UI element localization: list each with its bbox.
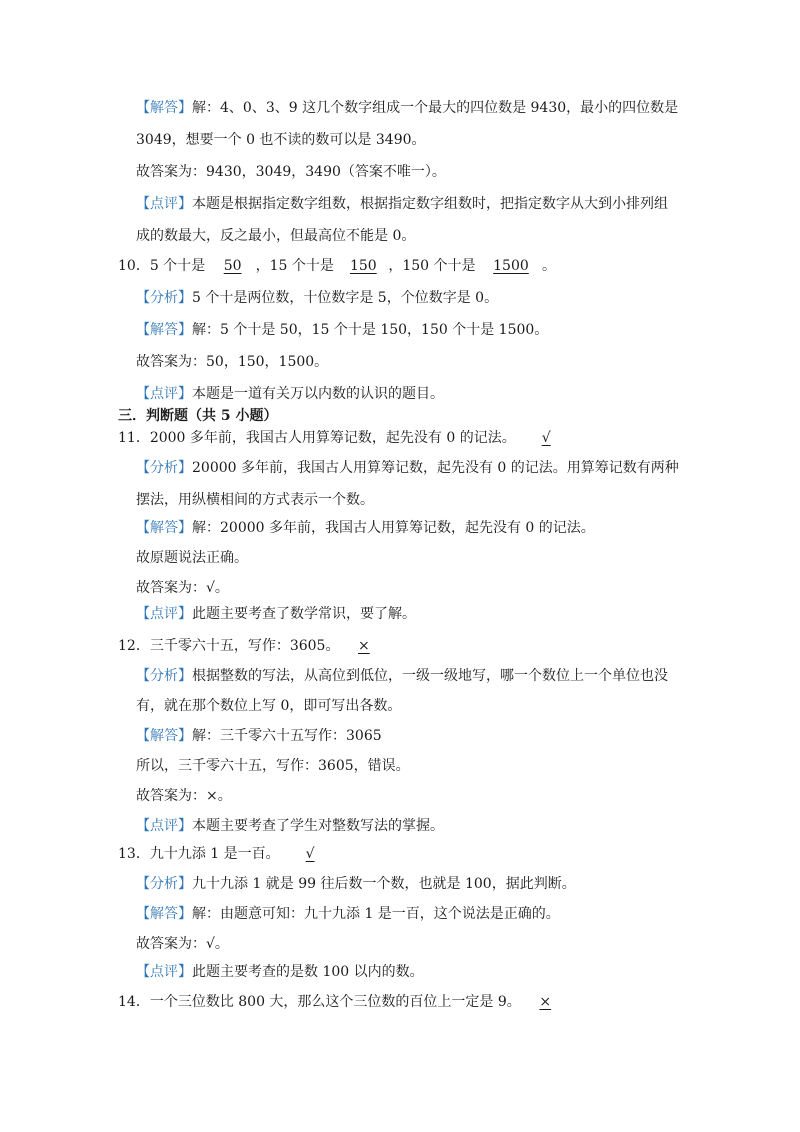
q11-comment — [136, 604, 416, 624]
q12-analysis-line1 — [136, 666, 668, 686]
q13-analysis — [136, 874, 576, 894]
q12-analysis-line2: 有，就在那个数位上写 0，即可写出各数。 — [136, 698, 402, 714]
q14-mark: × — [539, 994, 552, 1010]
q12-analysis-text: 根据整数的写法，从高位到低位，一级一级地写，哪一个数位上一个单位也没 — [192, 668, 668, 684]
q11-analysis-line1 — [136, 458, 679, 478]
answer-tag: 【解答】 — [136, 728, 192, 744]
q10-blank1: 50 — [223, 258, 242, 274]
q12-mark: × — [358, 638, 370, 654]
q11-answer-text: 解：20000 多年前，我国古人用算筹记数，起先没有 0 的记法。 — [192, 520, 595, 536]
q12-stem-text: 12．三千零六十五，写作：3605。 — [118, 638, 340, 654]
q12-comment-text: 本题主要考查了学生对整数写法的掌握。 — [192, 818, 444, 834]
answer-tag: 【解答】 — [136, 906, 192, 922]
q13-comment-text: 此题主要考查的是数 100 以内的数。 — [192, 964, 424, 980]
q10-part3: ，150 个十是 — [388, 258, 476, 274]
q13-answer-text: 解：由题意可知：九十九添 1 是一百，这个说法是正确的。 — [192, 906, 560, 922]
q10-stem — [118, 256, 556, 276]
q11-mark: √ — [541, 430, 551, 446]
analysis-tag: 【分析】 — [136, 290, 192, 306]
q10-comment-text: 本题是一道有关万以内数的认识的题目。 — [192, 386, 444, 402]
q9-comment-text: 本题是根据指定数字组数，根据指定数字组数时，把指定数字从大到小排列组 — [192, 196, 668, 212]
analysis-tag: 【分析】 — [136, 460, 192, 476]
q11-answer — [136, 518, 595, 538]
q10-analysis — [136, 288, 498, 308]
q10-answer-text: 解：5 个十是 50，15 个十是 150，150 个十是 1500。 — [192, 322, 549, 338]
answer-tag: 【解答】 — [136, 520, 192, 536]
q11-comment-text: 此题主要考查了数学常识，要了解。 — [192, 606, 416, 622]
q13-answer — [136, 904, 560, 924]
q10-blank3: 1500 — [493, 258, 529, 274]
q13-analysis-text: 九十九添 1 就是 99 往后数一个数，也就是 100，据此判断。 — [192, 876, 576, 892]
analysis-tag: 【分析】 — [136, 668, 192, 684]
q11-stem-text: 11．2000 多年前，我国古人用算筹记数，起先没有 0 的记法。 — [118, 430, 516, 446]
q9-result: 故答案为：9430，3049，3490（答案不唯一）。 — [136, 164, 446, 180]
q10-result: 故答案为：50，150，1500。 — [136, 354, 329, 370]
q13-stem — [118, 844, 330, 864]
section-heading: 三．判断题（共 5 小题） — [118, 408, 278, 424]
q11-stem — [118, 428, 566, 448]
q10-blank2: 150 — [349, 258, 377, 274]
q10-answer — [136, 320, 548, 340]
comment-tag: 【点评】 — [136, 196, 192, 212]
q11-analysis-text: 20000 多年前，我国古人用算筹记数，起先没有 0 的记法。用算筹记数有两种 — [192, 460, 679, 476]
q13-stem-text: 13．九十九添 1 是一百。 — [118, 846, 280, 862]
q11-conclusion: 故原题说法正确。 — [136, 550, 248, 566]
q12-comment — [136, 816, 444, 836]
q14-stem — [118, 992, 559, 1012]
q11-analysis-line2: 摆法，用纵横相间的方式表示一个数。 — [136, 492, 374, 508]
q9-answer-line1 — [136, 98, 678, 118]
q12-answer-text: 解：三千零六十五写作：3065 — [192, 728, 382, 744]
answer-tag: 【解答】 — [136, 322, 192, 338]
q13-comment — [136, 962, 424, 982]
analysis-tag: 【分析】 — [136, 876, 192, 892]
q11-result: 故答案为：√。 — [136, 580, 229, 596]
q9-answer-text: 解：4、0、3、9 这几个数字组成一个最大的四位数是 9430，最小的四位数是 — [192, 100, 679, 116]
q14-stem-text: 14．一个三位数比 800 大，那么这个三位数的百位上一定是 9。 — [118, 994, 521, 1010]
q13-result: 故答案为：√。 — [136, 936, 229, 952]
q10-comment — [136, 384, 444, 404]
q9-answer-line2: 3049，想要一个 0 也不读的数可以是 3490。 — [136, 132, 426, 148]
comment-tag: 【点评】 — [136, 606, 192, 622]
q13-mark: √ — [305, 846, 315, 862]
comment-tag: 【点评】 — [136, 386, 192, 402]
q10-part1: 10．5 个十是 — [118, 258, 206, 274]
q12-answer — [136, 726, 382, 746]
q9-comment-line2: 成的数最大，反之最小，但最高位不能是 0。 — [136, 228, 416, 244]
q9-comment-line1 — [136, 194, 668, 214]
comment-tag: 【点评】 — [136, 818, 192, 834]
q12-conclusion: 所以，三千零六十五，写作：3605，错误。 — [136, 758, 410, 774]
comment-tag: 【点评】 — [136, 964, 192, 980]
q12-stem — [118, 636, 378, 656]
q10-analysis-text: 5 个十是两位数，十位数字是 5，个位数字是 0。 — [192, 290, 499, 306]
q10-part2: ，15 个十是 — [255, 258, 334, 274]
answer-tag: 【解答】 — [136, 100, 192, 116]
q12-result: 故答案为：×。 — [136, 788, 232, 804]
q10-part4: 。 — [541, 258, 556, 274]
